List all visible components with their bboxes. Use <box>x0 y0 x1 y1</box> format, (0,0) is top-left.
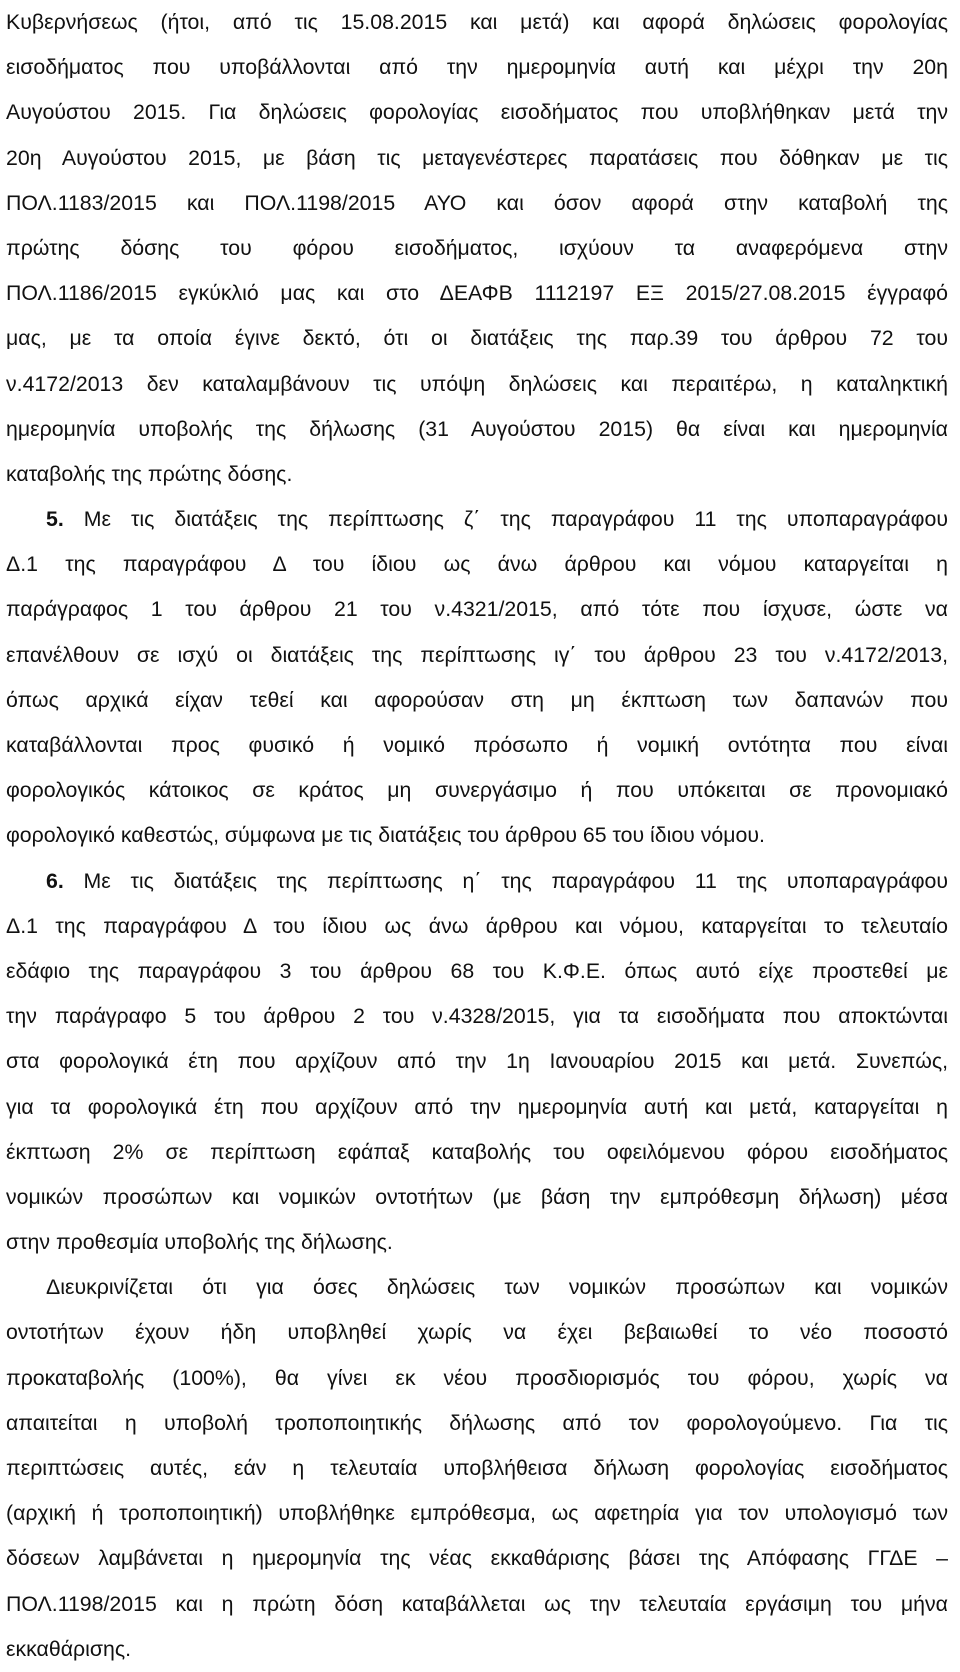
text-line: απαιτείται η υποβολή τροποποιητικής δήλωσης από τον φορολογούμενο. Για τις <box>6 1410 948 1435</box>
document-body <box>6 0 948 1672</box>
text-line: προκαταβολής (100%), θα γίνει εκ νέου προσδιορισμός του φόρου, χωρίς να <box>6 1365 948 1390</box>
text-line: ημερομηνία υποβολής της δήλωσης (31 Αυγούστου 2015) θα είναι και ημερομηνία <box>6 416 948 441</box>
text-line: (αρχική ή τροποποιητική) υποβλήθηκε εμπρόθεσμα, ως αφετηρία για τον υπολογισμό των <box>6 1501 948 1526</box>
text-line: ΠΟΛ.1198/2015 και η πρώτη δόση καταβάλλεται ως την τελευταία εργάσιμη του μήνα <box>6 1591 948 1616</box>
paragraph-number: 6. <box>46 868 64 893</box>
text-line: εισοδήματος που υποβάλλονται από την ημερομηνία αυτή και μέχρι την 20η <box>6 55 948 80</box>
text-line: στα φορολογικά έτη που αρχίζουν από την 1η Ιανουαρίου 2015 και μετά. Συνεπώς, <box>6 1049 948 1074</box>
text-line: 20η Αυγούστου 2015, με βάση τις μεταγενέστερες παρατάσεις που δόθηκαν με τις <box>6 145 948 170</box>
text-segment: Με τις διατάξεις της περίπτωσης η΄ της παραγράφου 11 της υποπαραγράφου <box>83 868 948 893</box>
text-line: ν.4172/2013 δεν καταλαμβάνουν τις υπόψη δηλώσεις και περαιτέρω, η καταληκτική <box>6 371 948 396</box>
text-line: οντοτήτων έχουν ήδη υποβληθεί χωρίς να έχει βεβαιωθεί το νέο ποσοστό <box>6 1320 948 1345</box>
text-line: φορολογικό καθεστώς, σύμφωνα με τις διατάξεις του άρθρου 65 του ίδιου νόμου. <box>6 823 765 848</box>
text-line: περιπτώσεις αυτές, εάν η τελευταία υποβλήθεισα δήλωση φορολογίας εισοδήματος <box>6 1456 948 1480</box>
text-line: την παράγραφο 5 του άρθρου 2 του ν.4328/2015, για τα εισοδήματα που αποκτώνται <box>6 1004 948 1029</box>
text-line: έκπτωση 2% σε περίπτωση εφάπαξ καταβολής του οφειλόμενου φόρου εισοδήματος <box>6 1139 948 1164</box>
text-segment: Με τις διατάξεις της περίπτωσης ζ΄ της παραγράφου 11 της υποπαραγράφου <box>83 507 948 532</box>
text-line: ΠΟΛ.1183/2015 και ΠΟΛ.1198/2015 ΑΥΟ και όσον αφορά στην καταβολή της <box>6 190 948 215</box>
text-line: εδάφιο της παραγράφου 3 του άρθρου 68 του Κ.Φ.Ε. όπως αυτό είχε προστεθεί με <box>6 958 948 983</box>
text-line: όπως αρχικά είχαν τεθεί και αφορούσαν στη μη έκπτωση των δαπανών που <box>6 687 948 712</box>
text-line: Δ.1 της παραγράφου Δ του ίδιου ως άνω άρθρου και νόμου, καταργείται το τελευταίο <box>6 913 948 938</box>
text-line: πρώτης δόσης του φόρου εισοδήματος, ισχύουν τα αναφερόμενα στην <box>6 235 948 260</box>
text-line: Κυβερνήσεως (ήτοι, από τις 15.08.2015 και μετά) και αφορά δηλώσεις φορολογίας <box>6 10 948 34</box>
text-line: φορολογικός κάτοικος σε κράτος μη συνεργάσιμο ή που υπόκειται σε προνομιακό <box>6 778 948 803</box>
text-line: Δ.1 της παραγράφου Δ του ίδιου ως άνω άρθρου και νόμου καταργείται η <box>6 552 948 577</box>
text-line: επανέλθουν σε ισχύ οι διατάξεις της περίπτωσης ιγ΄ του άρθρου 23 του ν.4172/2013, <box>6 642 948 667</box>
text-line: εκκαθάρισης. <box>6 1636 132 1661</box>
text-line: ΠΟΛ.1186/2015 εγκύκλιό μας και στο ΔΕΑΦΒ 1112197 ΕΞ 2015/27.08.2015 έγγραφό <box>6 281 948 306</box>
text-line: νομικών προσώπων και νομικών οντοτήτων (με βάση την εμπρόθεσμη δήλωση) μέσα <box>6 1184 948 1209</box>
text-line: δόσεων λαμβάνεται η ημερομηνία της νέας εκκαθάρισης βάσει της Απόφασης ΓΓΔΕ – <box>6 1546 948 1571</box>
clarification-first-line: Διευκρινίζεται ότι για όσες δηλώσεις των νομικών προσώπων και νομικών <box>46 1275 948 1300</box>
paragraph-number: 5. <box>46 507 64 532</box>
text-line: καταβολής της πρώτης δόσης. <box>6 461 293 486</box>
text-line: για τα φορολογικά έτη που αρχίζουν από την ημερομηνία αυτή και μετά, καταργείται η <box>6 1094 948 1119</box>
text-line: μας, με τα οποία έγινε δεκτό, ότι οι διατάξεις της παρ.39 του άρθρου 72 του <box>6 326 948 351</box>
text-line: καταβάλλονται προς φυσικό ή νομικό πρόσωπο ή νομική οντότητα που είναι <box>6 733 948 757</box>
paragraph-6-first-line <box>6 859 948 904</box>
text-line: Αυγούστου 2015. Για δηλώσεις φορολογίας εισοδήματος που υποβλήθηκαν μετά την <box>6 100 948 125</box>
text-line: παράγραφος 1 του άρθρου 21 του ν.4321/2015, από τότε που ίσχυσε, ώστε να <box>6 597 948 622</box>
text-line: στην προθεσμία υποβολής της δήλωσης. <box>6 1230 393 1255</box>
paragraph-5-first-line <box>6 497 948 542</box>
